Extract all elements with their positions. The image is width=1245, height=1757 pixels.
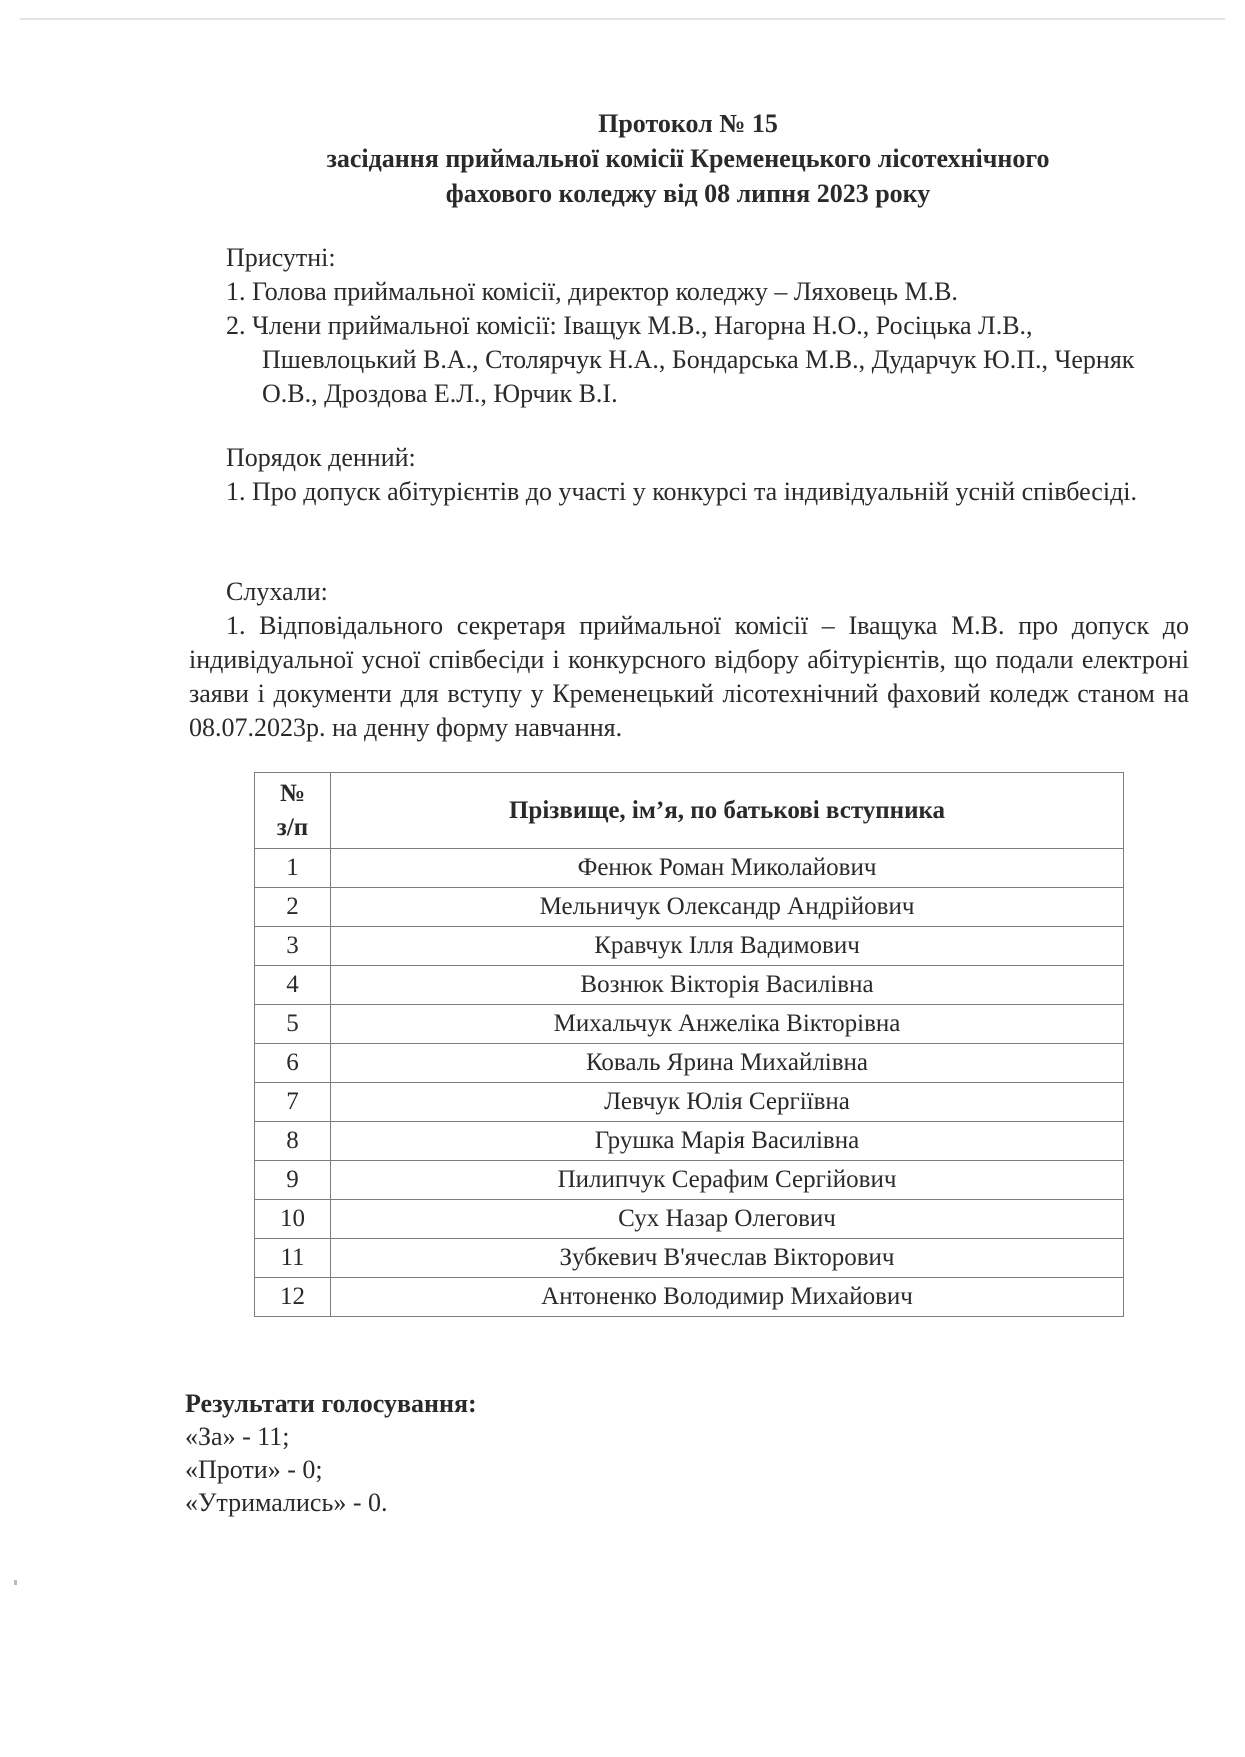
row-number: 1 [255,849,331,888]
applicant-name: Фенюк Роман Миколайович [331,849,1124,888]
scan-speck [14,1580,17,1585]
voting-heading: Результати голосування: [185,1389,477,1418]
column-header-name: Прізвище, ім’я, по батькові вступника [331,773,1124,849]
scan-edge [20,18,1225,20]
heard-heading: Слухали: [226,577,328,606]
row-number: 5 [255,1005,331,1044]
present-item-2: 2. Члени приймальної комісії: Іващук М.В., Нагорна Н.О., Росіцька Л.В., Пшевлоцький В.А., Столярчук Н.А., Бондарська М.В., Дударчук Ю.П., Черняк О.В., Дроздова Е.Л., Юрчик В.І. [226,311,1135,408]
table-row [255,966,1124,1005]
present-item-1: 1. Голова приймальної комісії, директор коледжу – Ляховець М.В. [226,277,958,306]
table-row [255,849,1124,888]
votes-for: «За» - 11; [185,1422,290,1451]
applicant-name: Вознюк Вікторія Василівна [331,966,1124,1005]
protocol-number: Протокол № 15 [598,109,778,138]
present-heading: Присутні: [226,243,336,272]
voting-results [185,1387,477,1519]
applicant-name: Зубкевич В'ячеслав Вікторович [331,1239,1124,1278]
heard-section [189,575,1189,745]
column-header-number-abbr: з/п [276,813,309,841]
applicant-name: Антоненко Володимир Михайович [331,1278,1124,1317]
applicant-name: Михальчук Анжеліка Вікторівна [331,1005,1124,1044]
title-line-2: засідання приймальної комісії Кременецького лісотехнічного [326,144,1050,173]
row-number: 11 [255,1239,331,1278]
row-number: 6 [255,1044,331,1083]
table-row [255,1161,1124,1200]
table-row [255,1278,1124,1317]
applicants-table [254,772,1124,1317]
votes-abstained: «Утримались» - 0. [185,1488,388,1517]
column-header-number [255,773,331,849]
present-section [189,241,1189,411]
votes-against: «Проти» - 0; [185,1455,323,1484]
row-number: 4 [255,966,331,1005]
heard-item-1: 1. Відповідального секретаря приймальної комісії – Іващука М.В. про допуск до індивідуальної усної співбесіди і конкурсного відбору абітурієнтів, що подали електроні заяви і документи для вступу у Кременецький лісотехнічний фаховий коледж станом на 08.07.2023р. на денну форму навчання. [189,611,1189,742]
applicant-name: Сух Назар Олегович [331,1200,1124,1239]
row-number: 9 [255,1161,331,1200]
applicant-name: Левчук Юлія Сергіївна [331,1083,1124,1122]
applicant-name: Пилипчук Серафим Сергійович [331,1161,1124,1200]
table-row [255,888,1124,927]
table-row [255,1122,1124,1161]
document-title [188,106,1188,211]
applicant-name: Мельничук Олександр Андрійович [331,888,1124,927]
row-number: 7 [255,1083,331,1122]
applicant-name: Грушка Марія Василівна [331,1122,1124,1161]
row-number: 2 [255,888,331,927]
row-number: 12 [255,1278,331,1317]
table-row [255,1005,1124,1044]
column-header-number-sign: № [279,779,306,807]
table-row [255,1083,1124,1122]
agenda-heading: Порядок денний: [226,443,416,472]
table-row [255,927,1124,966]
table-row [255,1239,1124,1278]
agenda-item-1: 1. Про допуск абітурієнтів до участі у конкурсі та індивідуальній усній співбесіді. [226,477,1138,506]
table-row [255,1044,1124,1083]
applicant-name: Кравчук Ілля Вадимович [331,927,1124,966]
row-number: 3 [255,927,331,966]
title-line-3: фахового коледжу від 08 липня 2023 року [445,179,931,208]
table-row [255,1200,1124,1239]
table-header-row [255,773,1124,849]
row-number: 8 [255,1122,331,1161]
row-number: 10 [255,1200,331,1239]
applicant-name: Коваль Ярина Михайлівна [331,1044,1124,1083]
agenda-section [189,441,1189,509]
